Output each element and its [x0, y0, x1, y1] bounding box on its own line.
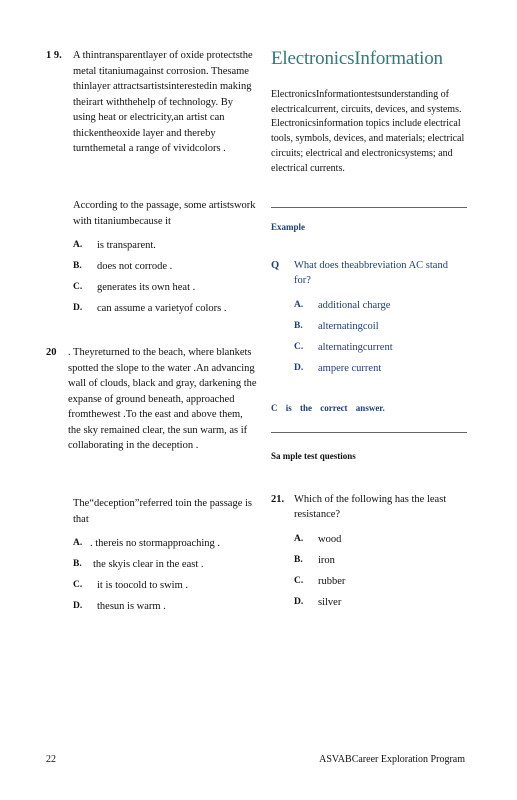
option-letter: B. — [294, 321, 303, 331]
question-stem: According to the passage, some artistswork with titaniumbecause it — [73, 200, 256, 227]
option-text: can assume a varietyof colors . — [97, 303, 227, 314]
option-letter: D. — [294, 363, 304, 373]
divider — [271, 207, 467, 208]
question-number: 1 9. — [46, 50, 62, 61]
option-text: does not corrode . — [97, 261, 173, 272]
divider — [271, 432, 467, 433]
option-letter: A. — [294, 300, 304, 310]
example-question — [271, 258, 467, 290]
sample-label: Sa mple test questions — [271, 451, 356, 461]
option-text: wood — [318, 534, 342, 545]
option-text: the skyis clear in the east . — [93, 559, 204, 570]
option-text: . thereis no stormapproaching . — [90, 538, 221, 549]
option-text: thesun is warm . — [97, 601, 166, 612]
section-intro: ElectronicsInformationtestsunderstanding of electricalcurrent, circuits, devices, and systems. Electronicsinformation topics include electrical tools, symbols, devices, and materials; electrical circuits; electrical and electronicsystems; and electrical currents. — [271, 89, 465, 174]
option-letter: B. — [294, 555, 303, 565]
option-text: silver — [318, 597, 342, 608]
option-letter: A. — [73, 538, 83, 548]
question-number: 20 — [46, 347, 57, 358]
option-letter: B. — [73, 559, 82, 569]
option-letter: C. — [294, 576, 304, 586]
option-letter: C. — [73, 282, 83, 292]
option-letter: A. — [294, 534, 304, 544]
option-text: alternatingcurrent — [318, 342, 393, 353]
question-text: Which of the following has the least resistance? — [294, 494, 447, 520]
option-text: generates its own heat . — [97, 282, 196, 293]
option-letter: D. — [294, 597, 304, 607]
option-letter: D. — [73, 303, 83, 313]
option-letter: C. — [73, 580, 83, 590]
question-number: 21. — [271, 494, 285, 505]
option-letter: A. — [73, 240, 83, 250]
option-letter: C. — [294, 342, 304, 352]
example-label: Example — [271, 222, 306, 232]
option-text: is transparent. — [97, 240, 156, 251]
question-21 — [271, 492, 467, 524]
example-answer: C is the correct answer. — [271, 403, 385, 413]
footer-program: ASVABCareer Exploration Program — [319, 754, 465, 765]
page-number: 22 — [46, 754, 56, 765]
option-text: iron — [318, 555, 335, 566]
question-stem: The“deception”referred toin the passage is that — [73, 498, 252, 525]
option-text: it is toocold to swim . — [97, 580, 189, 591]
section-title: ElectronicsInformation — [271, 48, 443, 69]
question-number: Q — [271, 260, 280, 271]
option-text: ampere current — [318, 363, 382, 374]
question-passage: A thintransparentlayer of oxide protectsthe metal titaniumagainst corrosion. Thesame thinlayer attractsartistsinterestedin making theirart withthehelp of technology. By using heat or electricity,an artist can thickentheoxide layer and thereby turnthemetal a range of vividcolors . — [73, 50, 253, 154]
option-text: alternatingcoil — [318, 321, 379, 332]
option-letter: D. — [73, 601, 83, 611]
question-passage: . Theyreturned to the beach, where blankets spotted the slope to the water .An advancing wall of clouds, black and gray, darkening the expanse of ground beneath, approached fromthewest .To the east and above them, the sky remained clear, the sun warm, as if collaborating in the deception . — [68, 347, 257, 451]
option-letter: B. — [73, 261, 82, 271]
question-text: What does theabbreviation AC stand for? — [294, 260, 448, 286]
option-text: rubber — [318, 576, 346, 587]
option-text: additional charge — [318, 300, 391, 311]
